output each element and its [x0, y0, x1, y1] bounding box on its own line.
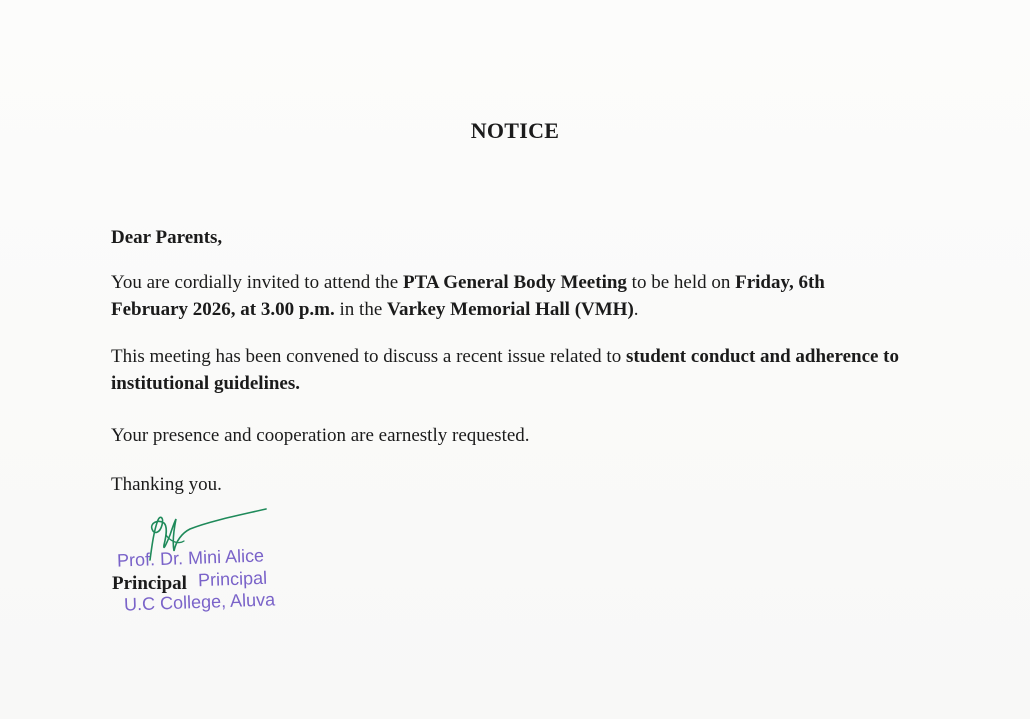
invitation-paragraph: [111, 269, 901, 323]
meeting-venue: Varkey Memorial Hall (VMH): [387, 299, 634, 320]
stamp-name: Prof. Dr. Mini Alice: [116, 545, 265, 571]
invitation-text-4: .: [633, 299, 639, 320]
meeting-name: PTA General Body Meeting: [402, 272, 627, 293]
stamp-title: Principal: [197, 567, 268, 591]
invitation-text-3: in the: [334, 299, 388, 320]
invitation-text-2: to be held on: [626, 272, 736, 293]
request-paragraph: Your presence and cooperation are earnestly requested.: [111, 425, 530, 446]
closing-line: Thanking you.: [111, 474, 222, 495]
invitation-text-1: You are cordially invited to attend the: [111, 272, 403, 293]
stamp-college: U.C College, Aluva: [123, 589, 276, 615]
purpose-text: This meeting has been convened to discuss a recent issue related to: [111, 346, 626, 367]
signatory-designation: Principal: [112, 573, 187, 594]
notice-title: NOTICE: [470, 118, 560, 143]
purpose-paragraph: [111, 343, 901, 397]
salutation: Dear Parents,: [111, 227, 223, 248]
meeting-datetime: Friday, 6th February 2026, at 3.00 p.m.: [111, 272, 825, 320]
purpose-topic: student conduct and adherence to institutional guidelines.: [111, 346, 900, 394]
